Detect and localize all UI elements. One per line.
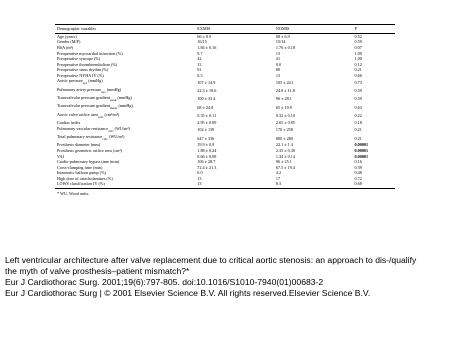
cell-p: 0.22 [354, 113, 362, 119]
cell-variable: Cross-clamping time (min) [57, 164, 103, 170]
cell-p: 0.12 [354, 61, 362, 67]
header-exmis: EXMIS [195, 25, 274, 34]
cell-nomis: 96 ± 25.1 [275, 159, 292, 165]
cell-exmis: 1.88 ± 0.24 [197, 148, 217, 154]
table-row [55, 181, 395, 188]
cell-p: 0.21 [354, 127, 362, 133]
cell-p: 0.59 [354, 96, 362, 102]
cell-p: 0.00001 [354, 148, 369, 154]
cell-variable: Age (years) [57, 33, 77, 39]
cell-nomis: 2.35 ± 0.38 [275, 148, 295, 154]
cell-variable: BSA (m²) [57, 45, 74, 51]
cell-p: 0.21 [354, 67, 362, 73]
header-variable: Demographic variables [55, 25, 195, 34]
cell-nomis: 24.0 ± 11.8 [275, 88, 295, 94]
cell-p: 0.68 [352, 181, 395, 188]
cell-variable: Pulmonary artery pressure$_{sys}$ (mmHg) [57, 86, 122, 94]
cell-exmis: 0.66 ± 0.08 [197, 153, 217, 159]
cell-exmis: 9.7 [197, 50, 203, 56]
cell-p: 0.21 [354, 135, 362, 141]
cell-exmis: 72.4 ± 21.3 [197, 164, 217, 170]
cell-variable: Cardiac index [57, 120, 81, 126]
cell-exmis: 647 ± 336 [197, 135, 215, 141]
cell-nomis: 41 [275, 56, 281, 62]
cell-p: 1.00 [354, 56, 362, 62]
cell-variable: Aortic valve orifice area$_{calc}$ (cm²/m²) [57, 111, 120, 119]
cell-p: 1.00 [354, 50, 362, 56]
cell-nomis: 65 ± 19.9 [275, 104, 292, 110]
cell-variable: Aortic pressure$_{sys}$ (mmHg) [57, 78, 103, 86]
cell-nomis: 800 ± 280 [275, 135, 293, 141]
cell-p: 0.72 [354, 175, 362, 181]
cell-nomis: 68 ± 6.9 [275, 33, 290, 39]
cell-exmis: 22.3 ± 10.6 [197, 88, 217, 94]
table-row [55, 78, 395, 86]
cell-variable: LOWS classification IV (%) [55, 181, 195, 188]
cell-exmis: 42 [197, 56, 202, 62]
cell-p: 0.59 [354, 39, 362, 45]
cell-variable: Gender (M/F) [57, 39, 81, 45]
copyright-notice: Eur J Cardiothorac Surg | © 2001 Elsevier Science B.V. All rights reserved.Elsevier Science B.V. [5, 288, 371, 298]
cell-nomis: 13 [275, 72, 281, 78]
cell-nomis: 4.2 [275, 170, 282, 176]
cell-variable: Preoperative NYHA IV (%) [57, 72, 104, 78]
cell-p: 0.16 [354, 159, 362, 165]
cell-variable: Cardio-pulmonary bypass time (min) [57, 159, 120, 165]
cell-p: 0.52 [354, 33, 362, 39]
cell-variable: Preoperative thromboembolism (%) [57, 61, 118, 67]
table-row [55, 103, 395, 111]
cell-nomis: 15/14 [275, 39, 286, 45]
cell-p: 0.73 [354, 79, 362, 85]
demographics-table-container [55, 24, 395, 196]
cell-exmis: 107 ± 14.9 [197, 79, 216, 85]
table-row [55, 112, 395, 120]
article-title-line-1: Left ventricular architecture after valve replacement due to critical aortic stenosis: an approach to dis-/qualify [5, 255, 417, 265]
cell-nomis: 13 [275, 50, 281, 56]
cell-nomis: 22.1 ± 1.4 [275, 142, 293, 148]
cell-nomis: 8.3 [274, 181, 353, 188]
slide-caption [5, 255, 447, 299]
cell-p: 0.48 [354, 170, 362, 176]
table-row [55, 126, 395, 134]
cell-variable: VAI [57, 153, 64, 159]
cell-exmis: 13 [197, 61, 202, 67]
cell-exmis: 66 ± 8.9 [197, 33, 212, 39]
table-header-row [55, 25, 395, 34]
table-row [55, 87, 395, 95]
cell-exmis: 68 ± 24.8 [197, 104, 214, 110]
cell-p: 0.59 [354, 88, 362, 94]
cell-nomis: 2.65 ± 0.85 [275, 120, 295, 126]
cell-variable: Prosthesis geometric orifice area (cm²) [57, 148, 122, 154]
cell-p: 0.18 [354, 120, 362, 126]
cell-nomis: 17 [275, 175, 281, 181]
cell-variable: Prosthesis diameter (mm) [57, 142, 101, 148]
cell-exmis: 16/15 [197, 39, 207, 45]
cell-nomis: 0.0 [275, 61, 282, 67]
cell-variable: Preoperative sinus rhythm (%) [57, 67, 109, 73]
cell-variable: Total pulmonary resistance$_{calc}$ (WU/m²) [57, 134, 125, 141]
cell-variable: Intraaortic balloon pump (%) [57, 170, 106, 176]
cell-nomis: 1.34 ± 0.14 [275, 153, 295, 159]
demographics-table [55, 24, 395, 189]
table-row [55, 134, 395, 142]
cell-variable: Preoperative myocardial infarction (%) [57, 50, 123, 56]
cell-variable: High dose of catecholamines (%) [57, 175, 113, 181]
cell-exmis: 1.84 ± 0.16 [197, 45, 217, 51]
header-nomis: NOMIS [274, 25, 353, 34]
cell-exmis: 13 [195, 181, 274, 188]
cell-exmis: 6.5 [197, 72, 203, 78]
header-p: P [352, 25, 395, 34]
cell-exmis: 100 ± 33.4 [197, 96, 216, 102]
cell-nomis: 67.5 ± 19.4 [275, 164, 295, 170]
cell-exmis: 19.9 ± 0.9 [197, 142, 215, 148]
cell-p: 0.00001 [354, 153, 369, 159]
cell-variable: Pulmonary vascular resistance$_{calc}$ (WU/m²) [57, 125, 131, 133]
cell-exmis: 0.35 ± 0.11 [197, 113, 217, 119]
table-footnote: * WU, Wood units. [57, 190, 90, 196]
cell-nomis: 170 ± 258 [275, 127, 293, 133]
cell-exmis: 106 ± 28.7 [197, 159, 216, 165]
cell-exmis: 91 [197, 67, 202, 73]
table-body [55, 33, 395, 188]
cell-nomis: 105 ± 24.1 [275, 79, 294, 85]
cell-nomis: 80 [275, 67, 281, 73]
cell-p: 0.39 [354, 164, 362, 170]
cell-variable: Preoperative syncope (%) [57, 56, 101, 62]
article-title-line-2: the myth of valve prosthesis–patient mismatch?* [5, 266, 190, 276]
cell-variable: Transvalvular pressure gradient$_{peak}$ (mmHg) [57, 95, 132, 102]
cell-variable: Transvalvular pressure gradient$_{mean}$ (mmHg) [57, 103, 133, 111]
cell-p: 0.00001 [354, 142, 369, 148]
cell-exmis: 2.95 ± 0.89 [197, 120, 217, 126]
cell-exmis: 13 [197, 175, 202, 181]
cell-exmis: 0.0 [197, 170, 203, 176]
cell-p: 0.07 [354, 45, 362, 51]
cell-nomis: 0.32 ± 0.10 [275, 113, 295, 119]
cell-p: 0.66 [354, 72, 362, 78]
table-row [55, 95, 395, 103]
article-citation: Eur J Cardiothorac Surg. 2001;19(6):797-805. doi:10.1016/S1010-7940(01)00683-2 [5, 277, 324, 287]
cell-p: 0.63 [354, 104, 362, 110]
cell-nomis: 96 ± 28.1 [275, 96, 292, 102]
cell-exmis: 102 ± 139 [197, 127, 215, 133]
cell-nomis: 1.76 ± 0.18 [275, 45, 295, 51]
